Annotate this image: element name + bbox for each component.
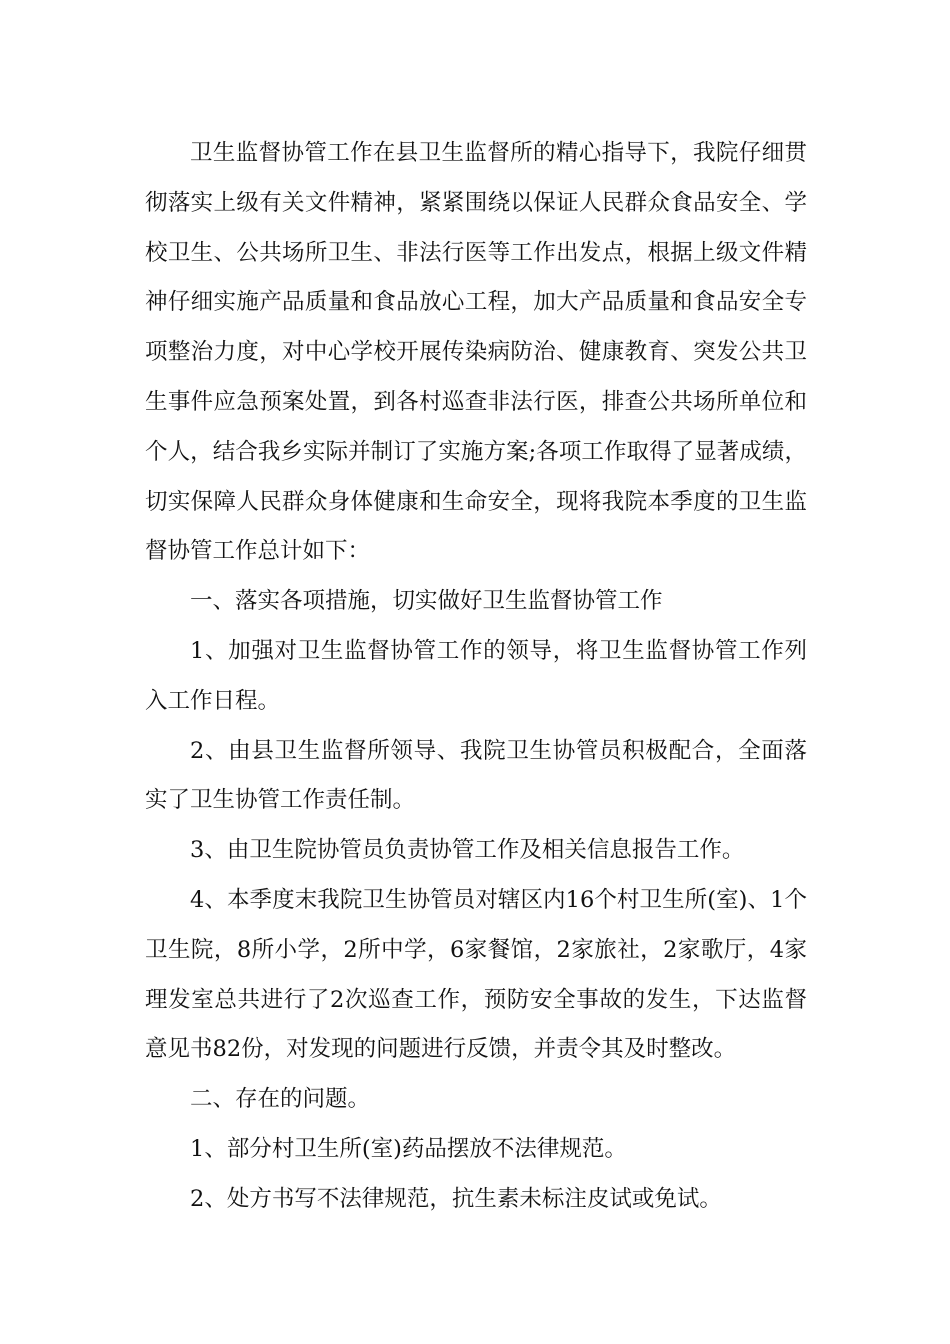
paragraph-intro: 卫生监督协管工作在县卫生监督所的精心指导下，我院仔细贯彻落实上级有关文件精神，紧紧围绕以保证人民群众食品安全、学校卫生、公共场所卫生、非法行医等工作出发点，根据上级文件精神仔细实施产品质量和食品放心工程，加大产品质量和食品安全专项整治力度，对中心学校开展传染病防治、健康教育、突发公共卫生事件应急预案处置，到各村巡查非法行医，排查公共场所单位和个人，结合我乡实际并制订了实施方案;各项工作取得了显著成绩，切实保障人民群众身体健康和生命安全，现将我院本季度的卫生监督协管工作总计如下：	[145, 140, 807, 565]
list-item: 2、处方书写不法律规范，抗生素未标注皮试或免试。	[190, 1185, 722, 1212]
list-item: 2、由县卫生监督所领导、我院卫生协管员积极配合，全面落实了卫生协管工作责任制。	[145, 737, 807, 814]
section-heading-2: 二、存在的问题。	[190, 1086, 371, 1113]
list-item: 1、加强对卫生监督协管工作的领导，将卫生监督协管工作列入工作日程。	[145, 637, 807, 714]
document-body	[145, 129, 807, 1225]
list-item: 1、部分村卫生所(室)药品摆放不法律规范。	[190, 1135, 627, 1162]
section-heading-1: 一、落实各项措施，切实做好卫生监督协管工作	[190, 588, 663, 615]
list-item: 4、本季度末我院卫生协管员对辖区内16个村卫生所(室)、1个卫生院，8所小学，2所中学，6家餐馆，2家旅社，2家歌厅，4家理发室总共进行了2次巡查工作，预防安全事故的发生，下达监督意见书82份，对发现的问题进行反馈，并责令其及时整改。	[145, 886, 807, 1063]
list-item: 3、由卫生院协管员负责协管工作及相关信息报告工作。	[190, 837, 745, 864]
